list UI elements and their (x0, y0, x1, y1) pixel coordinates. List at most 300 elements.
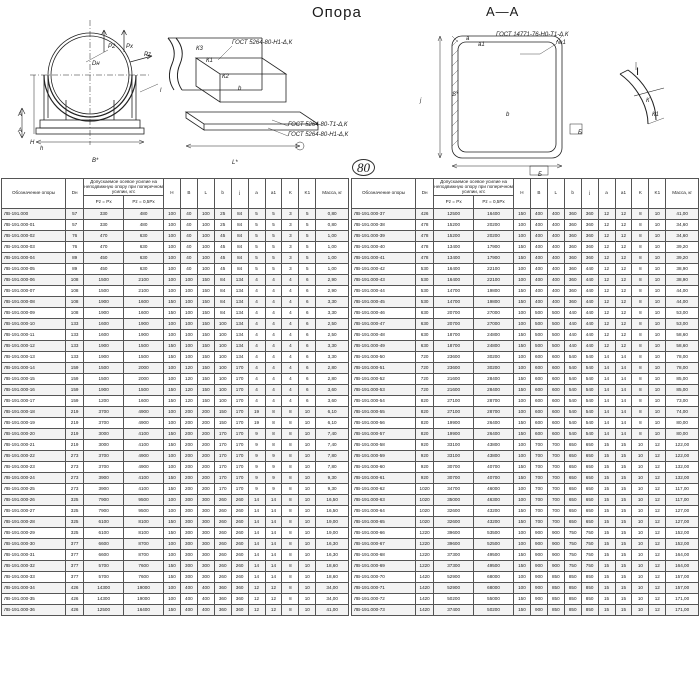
cell-designation: ЛВ-191.000-53 (352, 385, 416, 396)
cell-value: 478 (416, 242, 434, 253)
table-row[interactable] (352, 583, 699, 594)
cell-value: 43800 (474, 451, 514, 462)
cell-value: 12 (649, 539, 666, 550)
table-row[interactable] (352, 528, 699, 539)
cell-value: 10 (632, 561, 649, 572)
th-B: B (180, 179, 197, 209)
table-row[interactable] (352, 242, 699, 253)
drawing-label-18: Рz (144, 52, 152, 58)
cell-value: 100 (163, 594, 180, 605)
cell-value: 700 (547, 495, 564, 506)
table-row[interactable] (352, 495, 699, 506)
cell-value: 10 (649, 396, 666, 407)
cell-value: 12 (265, 605, 282, 616)
cell-value: 57 (66, 209, 84, 220)
table-row[interactable] (2, 572, 349, 583)
cell-value: 330 (84, 220, 124, 231)
cell-value: 74,00 (666, 407, 699, 418)
table-row[interactable] (352, 275, 699, 286)
cell-designation: ЛВ-191.000-40 (352, 242, 416, 253)
cell-value: 89 (66, 264, 84, 275)
table-row[interactable] (352, 209, 699, 220)
cell-value: 920 (416, 473, 434, 484)
table-row[interactable] (352, 352, 699, 363)
cell-value: 4 (248, 374, 265, 385)
cell-value: 600 (530, 407, 547, 418)
table-row[interactable] (352, 363, 699, 374)
cell-value: 12 (598, 308, 615, 319)
cell-value: 7,40 (316, 429, 349, 440)
cell-value: 108 (66, 286, 84, 297)
cell-value: 850 (564, 572, 581, 583)
table-row[interactable] (352, 550, 699, 561)
cell-value: 28700 (474, 407, 514, 418)
table-row[interactable] (352, 605, 699, 616)
cell-value: 12 (598, 319, 615, 330)
drawing-label-15: К3 (196, 46, 203, 52)
cell-value: 7600 (124, 561, 164, 572)
table-row[interactable] (2, 209, 349, 220)
cell-value: 8 (632, 385, 649, 396)
cell-value: 2,90 (316, 275, 349, 286)
cell-value: 40 (180, 253, 197, 264)
drawing-label-4: Dн (92, 61, 100, 67)
cell-value: 360 (564, 275, 581, 286)
cell-value: 300 (180, 539, 197, 550)
cell-value: 540 (564, 385, 581, 396)
table-row[interactable] (2, 297, 349, 308)
cell-value: 750 (564, 550, 581, 561)
cell-value: 3,60 (316, 396, 349, 407)
cell-value: 39600 (434, 528, 474, 539)
table-row[interactable] (352, 594, 699, 605)
table-row[interactable] (352, 297, 699, 308)
cell-value: 76 (66, 231, 84, 242)
cell-value: 14300 (84, 594, 124, 605)
table-left-wrap (0, 178, 350, 616)
cell-value: 400 (547, 286, 564, 297)
cell-value: 12 (649, 451, 666, 462)
cell-value: 100 (214, 363, 231, 374)
cell-value: 10 (649, 286, 666, 297)
cell-value: 650 (581, 462, 598, 473)
cell-value: 8 (282, 550, 299, 561)
cell-value: 2,50 (316, 330, 349, 341)
table-row[interactable] (2, 495, 349, 506)
table-row[interactable] (2, 594, 349, 605)
table-row[interactable] (352, 231, 699, 242)
cell-value: 14 (265, 550, 282, 561)
cell-value: 157,00 (666, 572, 699, 583)
cell-value: 300 (197, 528, 214, 539)
cell-value: 20700 (434, 319, 474, 330)
cell-value: 700 (530, 517, 547, 528)
cell-value: 630 (124, 231, 164, 242)
cell-value: 360 (214, 594, 231, 605)
cell-value: 700 (547, 506, 564, 517)
table-row[interactable] (2, 539, 349, 550)
cell-value: 4 (282, 396, 299, 407)
cell-designation: ЛВ-191.000-69 (352, 561, 416, 572)
cell-value: 170 (214, 429, 231, 440)
cell-value: 9 (248, 451, 265, 462)
table-row[interactable] (2, 264, 349, 275)
th-designation: Обозначение опоры (2, 179, 66, 209)
cell-value: 8 (265, 440, 282, 451)
cell-value: 360 (564, 209, 581, 220)
table-row[interactable] (2, 528, 349, 539)
table-row[interactable] (2, 352, 349, 363)
cell-value: 14700 (434, 286, 474, 297)
cell-value: 530 (416, 275, 434, 286)
table-row[interactable] (2, 407, 349, 418)
drawing-label-20: a1 (478, 42, 485, 48)
cell-value: 14 (615, 429, 632, 440)
cell-value: 9,30 (316, 484, 349, 495)
cell-value: 900 (530, 605, 547, 616)
cell-value: 900 (530, 539, 547, 550)
table-row[interactable] (352, 308, 699, 319)
cell-value: 300 (197, 506, 214, 517)
cell-value: 10 (649, 220, 666, 231)
table-row[interactable] (352, 253, 699, 264)
cell-value: 122,00 (666, 440, 699, 451)
cell-value: 16,30 (316, 539, 349, 550)
table-row[interactable] (2, 550, 349, 561)
cell-value: 14 (615, 418, 632, 429)
cell-value: 1420 (416, 572, 434, 583)
cell-value: 2,80 (316, 363, 349, 374)
cell-designation: ЛВ-191.000-36 (2, 605, 66, 616)
table-row[interactable] (2, 451, 349, 462)
table-row[interactable] (2, 220, 349, 231)
table-row[interactable] (2, 462, 349, 473)
cell-value: 500 (530, 341, 547, 352)
table-row[interactable] (2, 242, 349, 253)
cell-value: 150 (513, 209, 530, 220)
cell-designation: ЛВ-191.000-33 (2, 572, 66, 583)
cell-value: 10 (649, 319, 666, 330)
cell-value: 4 (265, 341, 282, 352)
cell-value: 14 (265, 506, 282, 517)
table-row[interactable] (352, 484, 699, 495)
cell-value: 8 (282, 407, 299, 418)
cell-value: 1,00 (316, 242, 349, 253)
cell-value: 14 (265, 528, 282, 539)
cell-value: 13400 (434, 253, 474, 264)
table-row[interactable] (2, 330, 349, 341)
cell-value: 720 (416, 385, 434, 396)
cell-value: 10 (299, 462, 316, 473)
table-row[interactable] (2, 341, 349, 352)
cell-value: 10 (632, 539, 649, 550)
cell-value: 14 (248, 528, 265, 539)
cell-value: 850 (547, 583, 564, 594)
cell-value: 15 (615, 583, 632, 594)
cell-value: 10 (649, 231, 666, 242)
table-row[interactable] (352, 462, 699, 473)
drawing-label-25: Б (538, 172, 542, 178)
cell-value: 134 (231, 330, 248, 341)
cell-value: 360 (564, 297, 581, 308)
cell-value: 3 (282, 242, 299, 253)
cell-value: 100 (163, 231, 180, 242)
cell-value: 8 (632, 363, 649, 374)
cell-value: 150 (197, 341, 214, 352)
cell-designation: ЛВ-191.000-52 (352, 374, 416, 385)
cell-value: 1,00 (316, 253, 349, 264)
cell-value: 150 (197, 308, 214, 319)
cell-value: 150 (513, 253, 530, 264)
cell-value: 1600 (124, 297, 164, 308)
cell-value: 120 (180, 363, 197, 374)
th-a-r: a (598, 179, 615, 209)
cell-value: 260 (214, 528, 231, 539)
cell-value: 400 (197, 605, 214, 616)
cell-value: 30200 (474, 363, 514, 374)
cell-value: 14 (615, 363, 632, 374)
cell-value: 273 (66, 473, 84, 484)
cell-value: 150 (513, 374, 530, 385)
table-row[interactable] (2, 517, 349, 528)
cell-value: 12 (615, 308, 632, 319)
table-row[interactable] (352, 374, 699, 385)
table-row[interactable] (2, 374, 349, 385)
cell-value: 22100 (474, 264, 514, 275)
cell-value: 15 (598, 495, 615, 506)
cell-designation: ЛВ-191.000-60 (352, 462, 416, 473)
cell-value: 4900 (124, 451, 164, 462)
cell-value: 300 (180, 495, 197, 506)
table-row[interactable] (2, 473, 349, 484)
cell-value: 6,10 (316, 418, 349, 429)
cell-value: 100 (513, 264, 530, 275)
cell-value: 3000 (84, 440, 124, 451)
cell-value: 2100 (124, 275, 164, 286)
cell-value: 6 (299, 352, 316, 363)
cell-value: 540 (581, 407, 598, 418)
th-designation-r: Обозначение опоры (352, 179, 416, 209)
cell-value: 400 (547, 220, 564, 231)
cell-value: 10 (299, 572, 316, 583)
cell-value: 12 (248, 583, 265, 594)
table-row[interactable] (2, 484, 349, 495)
cell-value: 5 (299, 264, 316, 275)
cell-value: 720 (416, 352, 434, 363)
cell-value: 1220 (416, 539, 434, 550)
cell-value: 100 (513, 539, 530, 550)
cell-value: 37300 (434, 561, 474, 572)
cell-value: 700 (547, 517, 564, 528)
table-row[interactable] (2, 308, 349, 319)
cell-value: 9 (265, 473, 282, 484)
cell-value: 850 (547, 594, 564, 605)
cell-value: 20200 (474, 220, 514, 231)
cell-value: 5 (299, 209, 316, 220)
cell-value: 820 (416, 418, 434, 429)
cell-value: 10 (632, 506, 649, 517)
table-row[interactable] (352, 407, 699, 418)
table-row[interactable] (2, 506, 349, 517)
cell-designation: ЛВ-191.000-39 (352, 231, 416, 242)
cell-value: 300 (180, 572, 197, 583)
cell-value: 15 (598, 462, 615, 473)
cell-value: 100 (180, 286, 197, 297)
cell-value: 150 (163, 528, 180, 539)
th-K1-r: K1 (649, 179, 666, 209)
table-row[interactable] (352, 286, 699, 297)
table-row[interactable] (2, 385, 349, 396)
table-row[interactable] (352, 396, 699, 407)
table-row[interactable] (2, 253, 349, 264)
cell-value: 150 (513, 517, 530, 528)
table-row[interactable] (2, 396, 349, 407)
cell-value: 10 (649, 242, 666, 253)
cell-designation: ЛВ-191.000-07 (2, 286, 66, 297)
cell-value: 920 (416, 451, 434, 462)
cell-value: 134 (231, 297, 248, 308)
table-row[interactable] (2, 605, 349, 616)
cell-value: 6 (299, 319, 316, 330)
cell-value: 14 (598, 407, 615, 418)
table-row[interactable] (352, 385, 699, 396)
cell-value: 150 (197, 374, 214, 385)
cell-designation: ЛВ-191.000-50 (352, 352, 416, 363)
table-row[interactable] (352, 319, 699, 330)
cell-value: 15 (598, 572, 615, 583)
cell-value: 14 (248, 572, 265, 583)
cell-value: 14300 (84, 583, 124, 594)
cell-value: 10 (632, 451, 649, 462)
cell-value: 400 (530, 275, 547, 286)
cell-value: 500 (530, 319, 547, 330)
cell-value: 19900 (434, 429, 474, 440)
cell-value: 700 (530, 506, 547, 517)
table-row[interactable] (2, 440, 349, 451)
th-dn-r: Dн (416, 179, 434, 209)
cell-value: 14 (265, 561, 282, 572)
cell-value: 150 (513, 418, 530, 429)
cell-designation: ЛВ-191.000-57 (352, 429, 416, 440)
cell-value: 16400 (124, 605, 164, 616)
cell-value: 8 (632, 308, 649, 319)
cell-value: 600 (530, 418, 547, 429)
cell-value: 150 (197, 275, 214, 286)
cell-value: 300 (180, 506, 197, 517)
drawing-label-0: ГОСТ 5264-80-Н1-Δ,К (232, 40, 293, 46)
cell-value: 360 (581, 231, 598, 242)
cell-value: 15 (615, 550, 632, 561)
table-row[interactable] (2, 583, 349, 594)
cell-value: 4 (248, 341, 265, 352)
cell-value: 3000 (84, 429, 124, 440)
table-row[interactable] (352, 451, 699, 462)
th-K-r: K (632, 179, 649, 209)
cell-value: 19,00 (316, 517, 349, 528)
table-row[interactable] (352, 429, 699, 440)
cell-value: 400 (547, 253, 564, 264)
table-row[interactable] (2, 363, 349, 374)
cell-value: 850 (581, 583, 598, 594)
cell-value: 150 (163, 484, 180, 495)
table-row[interactable] (352, 418, 699, 429)
cell-value: 4 (282, 352, 299, 363)
drawing-label-8: h (40, 146, 44, 152)
table-row[interactable] (352, 572, 699, 583)
cell-value: 273 (66, 451, 84, 462)
drawing-label-27: К1 (652, 112, 659, 118)
cell-value: 200 (180, 451, 197, 462)
cell-value: 600 (547, 418, 564, 429)
cell-value: 1600 (124, 308, 164, 319)
drawing-label-7: H (30, 140, 35, 146)
table-row[interactable] (2, 286, 349, 297)
cell-value: 15 (615, 605, 632, 616)
table-row[interactable] (352, 264, 699, 275)
drawing-label-12: l (160, 88, 162, 94)
cell-value: 750 (564, 539, 581, 550)
cell-value: 133 (66, 341, 84, 352)
table-row[interactable] (2, 561, 349, 572)
cell-designation: ЛВ-191.000-04 (2, 253, 66, 264)
cell-value: 12 (615, 341, 632, 352)
cell-value: 4 (265, 286, 282, 297)
table-row[interactable] (2, 418, 349, 429)
cell-value: 12 (598, 242, 615, 253)
cell-value: 0,80 (316, 220, 349, 231)
cell-value: 68000 (474, 572, 514, 583)
table-row[interactable] (2, 231, 349, 242)
cell-value: 23600 (434, 363, 474, 374)
cell-value: 360 (564, 220, 581, 231)
table-row[interactable] (352, 517, 699, 528)
table-row[interactable] (2, 275, 349, 286)
cell-value: 12 (615, 275, 632, 286)
cell-value: 850 (547, 605, 564, 616)
table-row[interactable] (352, 440, 699, 451)
table-row[interactable] (352, 220, 699, 231)
table-row[interactable] (352, 330, 699, 341)
table-row[interactable] (2, 319, 349, 330)
table-row[interactable] (2, 429, 349, 440)
cell-value: 17900 (474, 242, 514, 253)
table-row[interactable] (352, 341, 699, 352)
cell-value: 8700 (124, 539, 164, 550)
cell-value: 400 (547, 275, 564, 286)
drawing-label-14: К2 (222, 74, 229, 80)
table-row[interactable] (352, 539, 699, 550)
drawing-label-10: L* (232, 160, 238, 166)
cell-value: 3900 (84, 484, 124, 495)
cell-value: 600 (547, 385, 564, 396)
cell-designation: ЛВ-191.000-43 (352, 275, 416, 286)
cell-value: 219 (66, 418, 84, 429)
cell-value: 84 (214, 308, 231, 319)
th-pz-05px-r: Pz = 0,5Px (474, 196, 514, 209)
th-a1: a1 (265, 179, 282, 209)
cell-value: 630 (124, 264, 164, 275)
cell-value: 900 (547, 539, 564, 550)
table-row[interactable] (352, 473, 699, 484)
cell-value: 15 (615, 572, 632, 583)
cell-value: 27000 (474, 319, 514, 330)
cell-value: 39600 (434, 539, 474, 550)
table-row[interactable] (352, 506, 699, 517)
cell-value: 325 (66, 528, 84, 539)
cell-value: 5 (299, 253, 316, 264)
cell-value: 440 (564, 341, 581, 352)
table-row[interactable] (352, 561, 699, 572)
